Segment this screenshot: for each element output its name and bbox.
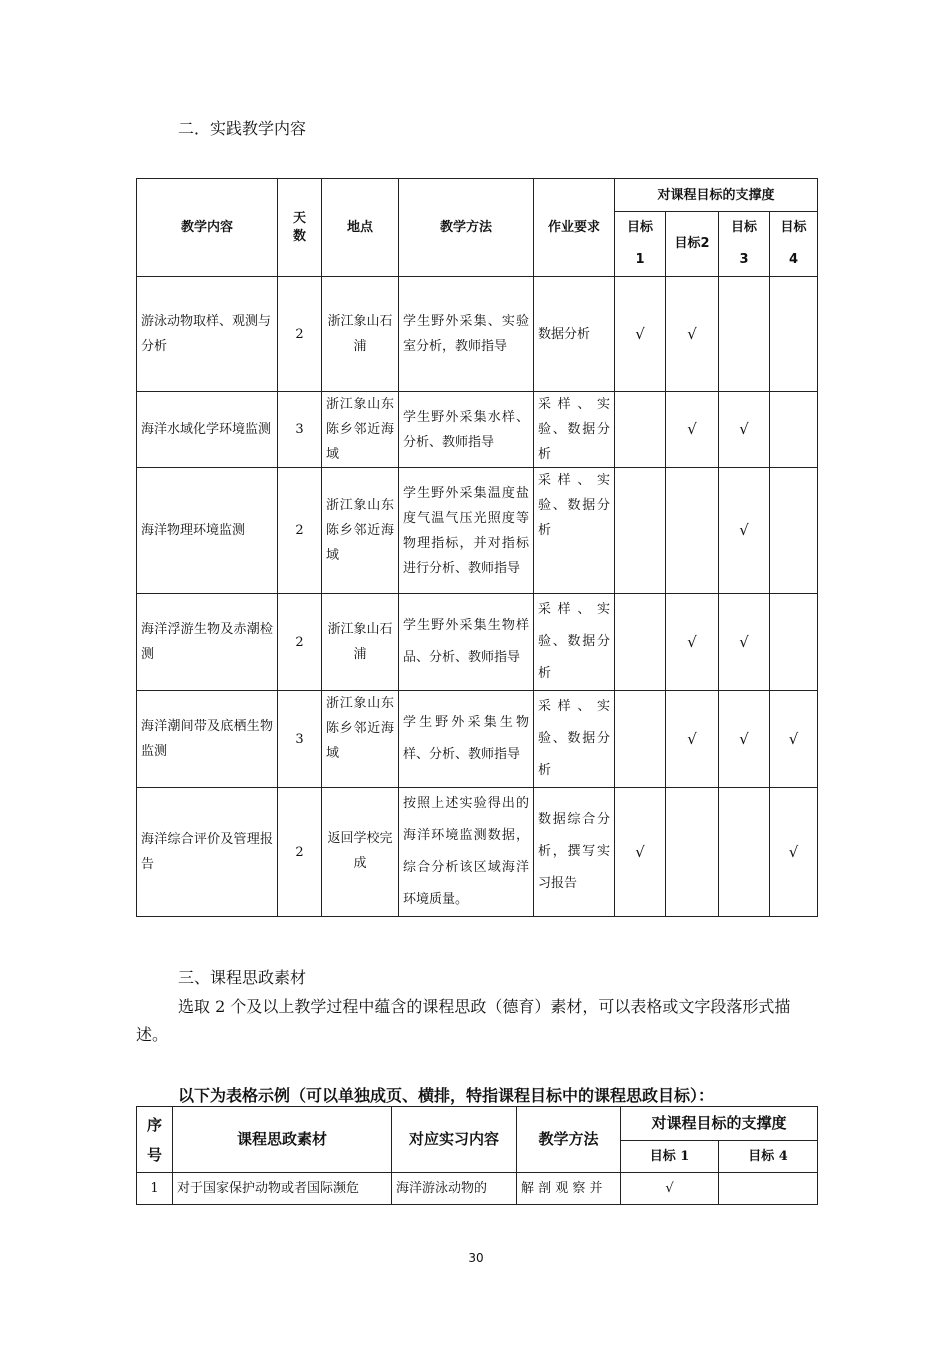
check-mark: √ [666, 691, 719, 788]
row-location: 浙江象山石浦 [322, 594, 399, 691]
check-mark: √ [615, 788, 666, 917]
header-days: 天数 [278, 179, 322, 277]
check-mark: √ [615, 277, 666, 392]
header-support: 对课程目标的支撑度 [621, 1107, 818, 1141]
row-content: 海洋物理环境监测 [137, 468, 278, 594]
check-mark: √ [666, 277, 719, 392]
check-mark [770, 468, 818, 594]
row-days: 2 [278, 594, 322, 691]
row-days: 2 [278, 468, 322, 594]
row-homework: 采样、实验、数据分析 [534, 468, 615, 594]
header-method: 教学方法 [399, 179, 534, 277]
header-index: 序号 [137, 1107, 173, 1173]
row-homework: 采样、实验、数据分析 [534, 691, 615, 788]
row-homework: 采样、实验、数据分析 [534, 392, 615, 468]
check-mark: √ [666, 594, 719, 691]
check-mark: √ [719, 392, 770, 468]
row-content: 海洋综合评价及管理报告 [137, 788, 278, 917]
ideology-material-table [136, 1106, 818, 1205]
check-mark: √ [719, 468, 770, 594]
header-goal-3: 目标3 [719, 212, 770, 277]
check-mark: √ [770, 788, 818, 917]
row-method: 解 剖 观 察 并 [517, 1173, 621, 1205]
row-location: 浙江象山东陈乡邻近海域 [322, 691, 399, 788]
check-mark [770, 594, 818, 691]
section-2-title: 二．实践教学内容 [178, 119, 307, 138]
row-content: 海洋潮间带及底栖生物监测 [137, 691, 278, 788]
row-content: 海洋水域化学环境监测 [137, 392, 278, 468]
section-3-title: 三、课程思政素材 [178, 968, 307, 987]
header-method: 教学方法 [517, 1107, 621, 1173]
check-mark [770, 392, 818, 468]
row-days: 3 [278, 691, 322, 788]
table-row [137, 788, 818, 917]
row-content: 游泳动物取样、观测与分析 [137, 277, 278, 392]
practice-content-table [136, 178, 818, 917]
table-row [137, 691, 818, 788]
table-row [137, 594, 818, 691]
header-support: 对课程目标的支撑度 [615, 179, 818, 212]
check-mark [615, 468, 666, 594]
table-2-caption: 以下为表格示例（可以单独成页、横排，特指课程目标中的课程思政目标）： [178, 1086, 715, 1105]
header-goal-1: 目标 1 [621, 1141, 719, 1173]
header-location: 地点 [322, 179, 399, 277]
row-method: 学生野外采集生物样、分析、教师指导 [399, 691, 534, 788]
row-material: 对于国家保护动物或者国际濒危 [173, 1173, 392, 1205]
check-mark [615, 392, 666, 468]
check-mark [666, 468, 719, 594]
row-method: 学生野外采集温度盐度气温气压光照度等物理指标，并对指标进行分析、教师指导 [399, 468, 534, 594]
check-mark: √ [666, 392, 719, 468]
row-location: 浙江象山石浦 [322, 277, 399, 392]
header-homework: 作业要求 [534, 179, 615, 277]
check-mark [719, 1173, 818, 1205]
row-method: 按照上述实验得出的海洋环境监测数据，综合分析该区域海洋环境质量。 [399, 788, 534, 917]
row-practice: 海洋游泳动物的 [392, 1173, 517, 1205]
page-number: 30 [468, 1251, 484, 1265]
row-homework: 数据分析 [534, 277, 615, 392]
row-days: 2 [278, 788, 322, 917]
row-method: 学生野外采集水样、分析、教师指导 [399, 392, 534, 468]
row-content: 海洋浮游生物及赤潮检测 [137, 594, 278, 691]
header-goal-1: 目标1 [615, 212, 666, 277]
header-goal-4: 目标4 [770, 212, 818, 277]
table-row [137, 277, 818, 392]
check-mark: √ [621, 1173, 719, 1205]
check-mark [719, 788, 770, 917]
header-goal-2: 目标2 [666, 212, 719, 277]
row-location: 返回学校完成 [322, 788, 399, 917]
check-mark [615, 594, 666, 691]
header-material: 课程思政素材 [173, 1107, 392, 1173]
check-mark [615, 691, 666, 788]
row-location: 浙江象山东陈乡邻近海域 [322, 468, 399, 594]
table-row [137, 392, 818, 468]
header-practice: 对应实习内容 [392, 1107, 517, 1173]
header-content: 教学内容 [137, 179, 278, 277]
table-row [137, 1173, 818, 1205]
table-row [137, 468, 818, 594]
check-mark [719, 277, 770, 392]
check-mark: √ [719, 691, 770, 788]
check-mark: √ [770, 691, 818, 788]
row-method: 学生野外采集生物样品、分析、教师指导 [399, 594, 534, 691]
row-days: 3 [278, 392, 322, 468]
header-goal-4: 目标 4 [719, 1141, 818, 1173]
row-method: 学生野外采集、实验室分析，教师指导 [399, 277, 534, 392]
check-mark: √ [719, 594, 770, 691]
check-mark [666, 788, 719, 917]
row-index: 1 [137, 1173, 173, 1205]
check-mark [770, 277, 818, 392]
row-days: 2 [278, 277, 322, 392]
row-location: 浙江象山东陈乡邻近海域 [322, 392, 399, 468]
row-homework: 数据综合分析，撰写实习报告 [534, 788, 615, 917]
row-homework: 采样、实验、数据分析 [534, 594, 615, 691]
section-3-paragraph: 选取 2 个及以上教学过程中蕴含的课程思政（德育）素材，可以表格或文字段落形式描述。 [136, 997, 791, 1044]
